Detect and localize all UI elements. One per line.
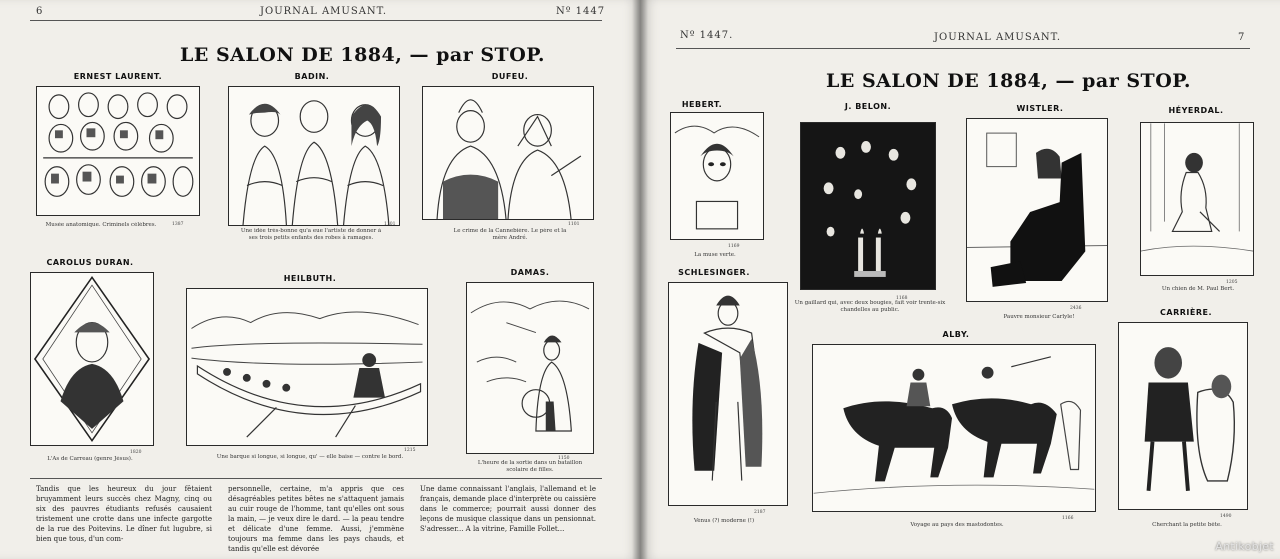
catalog-number: 1101 <box>384 222 396 227</box>
illustration-long-boat <box>186 288 428 446</box>
illustration-mastodons <box>812 344 1096 512</box>
artist-name: ALBY. <box>942 330 970 339</box>
running-head: JOURNAL AMUSANT. <box>934 32 1062 43</box>
catalog-number: 1490 <box>1220 514 1232 519</box>
illustration-caption: Un chien de M. Paul Bert. <box>1161 286 1235 292</box>
catalog-number: 1215 <box>404 448 416 453</box>
catalog-number: 1205 <box>1226 280 1238 285</box>
catalog-number: 2187 <box>754 510 766 515</box>
illustration-caption: La muse verte. <box>694 252 736 258</box>
illustration-caption: L'heure de la sortie dans un bataillon scolaire de filles. <box>477 460 583 473</box>
illustration-caption: Un gaillard qui, avec deux bougies, fait voir trente-six chandelles au public. <box>794 300 946 313</box>
illustration-carlyle <box>966 118 1108 302</box>
book-gutter <box>632 0 648 559</box>
watermark: Antikobjet <box>1215 540 1274 553</box>
header-rule <box>30 20 602 21</box>
article-column-3: Une dame connaissant l'anglais, l'allemand et le français, demande place d'interprète ou caissière dans le commerce; pourrait aussi donner des leçons de musique classique dans un pensionnat. S'adresser... A la vitrine, Famille Follet... <box>420 485 596 533</box>
issue-number: Nº 1447 <box>556 6 606 17</box>
issue-number: Nº 1447. <box>680 30 734 41</box>
article-column-2: personnelle, certaine, m'a appris que ces désagréables petites bêtes ne s'attaquent jamais au cuir rouge de l'homme, tant qu'elles ont sous la main, — je veux dire le dard. — la peau tendre et délicate d'une femme. Aussi, j'emmène toujours ma femme dans les pays chauds, et tandis qu'elle est dévorée <box>228 485 404 553</box>
illustration-caption: Musée anatomique. Criminels célèbres. <box>45 222 157 228</box>
running-head: JOURNAL AMUSANT. <box>260 6 388 17</box>
salon-title: LE SALON DE 1884, — par STOP. <box>826 70 1191 92</box>
artist-name: WISTLER. <box>1016 104 1064 113</box>
artist-name: CAROLUS DURAN. <box>46 258 134 267</box>
illustration-caption: Le crime de la Cannebière. Le père et la mère André. <box>453 228 567 241</box>
illustration-crime-cannebiere <box>422 86 594 220</box>
salon-title: LE SALON DE 1884, — par STOP. <box>180 44 545 66</box>
catalog-number: 1387 <box>172 222 184 227</box>
illustration-caption: Voyage au pays des mastodontes. <box>910 522 1004 528</box>
illustration-caption: L'As de Carreau (genre Jésus). <box>47 456 133 462</box>
illustration-caption: Une idée très-bonne qu'a eue l'artiste de donner à ses trois petits enfants des robes à ramages. <box>240 228 382 241</box>
artist-name: CARRIÈRE. <box>1160 308 1212 317</box>
catalog-number: 1166 <box>1062 516 1074 521</box>
article-column-1: Tandis que les heureux du jour fêtaient bruyamment leurs succès chez Magny, cinq ou six des pauvres étudiants refusés causaient tristement une crotte dans une infecte gargotte de la rue des Poitevins. Le dîner fut lugubre, si bien que tous, d'un com- <box>36 485 212 543</box>
artist-name: ERNEST LAURENT. <box>73 72 163 81</box>
carlyle-drawing <box>967 119 1107 301</box>
page-number: 7 <box>1238 32 1246 43</box>
children-drawing <box>229 87 399 225</box>
illustration-little-beast <box>1118 322 1248 510</box>
illustration-kneeling-boy <box>1140 122 1254 276</box>
artist-name: HEBERT. <box>681 100 723 109</box>
heads-drawing <box>37 87 199 215</box>
boy-drawing <box>1141 123 1253 275</box>
illustration-diamond-portrait <box>30 272 154 446</box>
illustration-candles <box>800 122 936 290</box>
girls-drawing <box>467 283 593 453</box>
illustration-caption: Une barque si longue, si longue, qu' — elle baise — contre le bord. <box>216 454 404 460</box>
artist-name: SCHLESINGER. <box>678 268 750 277</box>
right-page <box>640 0 1280 559</box>
catalog-number: 2436 <box>1070 306 1082 311</box>
catalog-number: 1150 <box>558 456 570 461</box>
diamond-drawing <box>31 273 153 445</box>
header-rule <box>676 48 1250 49</box>
illustration-anatomical-museum <box>36 86 200 216</box>
venus-drawing <box>669 283 787 505</box>
illustration-caption: Pauvre monsieur Carlyle! <box>1003 314 1075 320</box>
catalog-number: 1820 <box>130 450 142 455</box>
artist-name: BADIN. <box>294 72 330 81</box>
artist-name: HEILBUTH. <box>283 274 337 283</box>
illustration-modern-venus <box>668 282 788 506</box>
illustration-school-exit <box>466 282 594 454</box>
child-dog-drawing <box>1119 323 1247 509</box>
candles-drawing <box>801 123 935 289</box>
illustration-caption: Vénus (?) moderne (!) <box>693 518 755 524</box>
catalog-number: 1169 <box>728 244 740 249</box>
artist-name: DUFEU. <box>491 72 529 81</box>
artist-name: DAMAS. <box>510 268 550 277</box>
horses-drawing <box>813 345 1095 511</box>
artist-name: J. BELON. <box>844 102 892 111</box>
catalog-number: 1168 <box>896 296 908 301</box>
illustration-caption: Cherchant la petite bête. <box>1152 522 1222 528</box>
muse-drawing <box>671 113 763 239</box>
text-rule <box>30 478 602 479</box>
couple-drawing <box>423 87 593 219</box>
page-number: 6 <box>36 6 44 17</box>
boat-drawing <box>187 289 427 445</box>
catalog-number: 1101 <box>568 222 580 227</box>
artist-name: HÉYERDAL. <box>1168 106 1224 115</box>
illustration-green-muse <box>670 112 764 240</box>
illustration-three-children <box>228 86 400 226</box>
